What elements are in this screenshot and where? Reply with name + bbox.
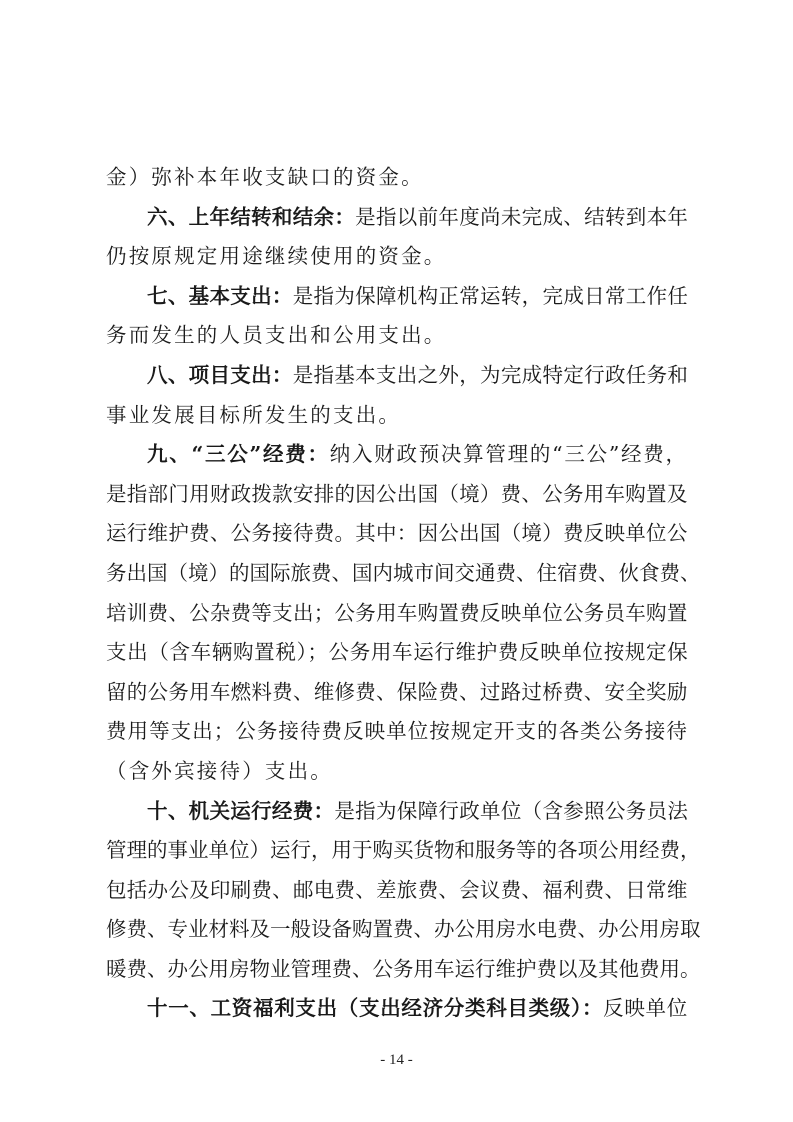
text-line — [106, 514, 688, 554]
page-number: - 14 - — [380, 1052, 413, 1068]
text-line — [106, 712, 688, 752]
line-text: （含外宾接待）支出。 — [106, 758, 333, 783]
line-text: 金）弥补本年收支缺口的资金。 — [106, 165, 424, 189]
text-line — [106, 396, 688, 436]
text-line — [106, 554, 701, 594]
line-text: 是指基本支出之外，为完成特定行政任务和 — [292, 362, 689, 387]
line-text: 是指部门用财政拨款安排的因公出国（境）费、公务用车购置及 — [106, 481, 688, 506]
text-line — [106, 158, 688, 198]
line-text: 是指以前年度尚未完成、结转到本年 — [355, 204, 689, 229]
text-line — [106, 435, 688, 475]
line-text: 支出（含车辆购置税）；公务用车运行维护费反映单位按规定保 — [106, 640, 689, 665]
line-text: 包括办公及印刷费、邮电费、差旅费、会议费、福利费、日常维 — [106, 877, 688, 902]
text-line — [106, 871, 688, 911]
line-text: 修费、专业材料及一般设备购置费、办公用房水电费、办公用房取 — [106, 917, 701, 942]
text-line — [106, 633, 688, 673]
text-line — [106, 198, 688, 238]
text-line — [106, 316, 688, 356]
section-term: 九、“三公”经费： — [147, 442, 330, 467]
text-line — [106, 910, 701, 950]
line-text: 留的公务用车燃料费、维修费、保险费、过路过桥费、安全奖励 — [106, 679, 688, 704]
line-text: 运行维护费、公务接待费。其中：因公出国（境）费反映单位公 — [106, 521, 688, 546]
line-text: 培训费、公杂费等支出；公务用车购置费反映单位公务员车购置 — [106, 600, 688, 625]
text-line — [106, 989, 688, 1029]
line-text: 是指为保障行政单位（含参照公务员法 — [334, 798, 689, 823]
section-term: 七、基本支出： — [147, 283, 293, 308]
section-term: 十、机关运行经费： — [147, 798, 335, 823]
text-line — [106, 831, 701, 871]
line-text: 纳入财政预决算管理的“三公”经费， — [329, 442, 688, 467]
line-text: 反映单位 — [603, 996, 688, 1021]
text-line — [106, 356, 688, 396]
text-line — [106, 792, 688, 832]
section-term: 十一、工资福利支出（支出经济分类科目类级）： — [147, 996, 604, 1021]
line-text: 暖费、办公用房物业管理费、公务用车运行维护费以及其他费用。 — [106, 956, 701, 981]
text-line — [106, 673, 688, 713]
text-line — [106, 950, 701, 990]
section-term: 六、上年结转和结余： — [147, 204, 356, 229]
text-line — [106, 752, 688, 792]
body-text — [106, 158, 701, 1029]
text-line — [106, 475, 688, 515]
line-text: 务出国（境）的国际旅费、国内城市间交通费、住宿费、伙食费、 — [106, 560, 701, 585]
line-text: 费用等支出；公务接待费反映单位按规定开支的各类公务接待 — [106, 719, 688, 744]
line-text: 仍按原规定用途继续使用的资金。 — [106, 244, 447, 269]
section-term: 八、项目支出： — [147, 362, 293, 387]
line-text: 事业发展目标所发生的支出。 — [106, 402, 402, 427]
line-text: 管理的事业单位）运行，用于购买货物和服务等的各项公用经费， — [106, 838, 701, 863]
text-line — [106, 594, 688, 634]
line-text: 务而发生的人员支出和公用支出。 — [106, 323, 447, 348]
text-line — [106, 237, 688, 277]
line-text: 是指为保障机构正常运转，完成日常工作任 — [292, 283, 689, 308]
text-line — [106, 277, 688, 317]
